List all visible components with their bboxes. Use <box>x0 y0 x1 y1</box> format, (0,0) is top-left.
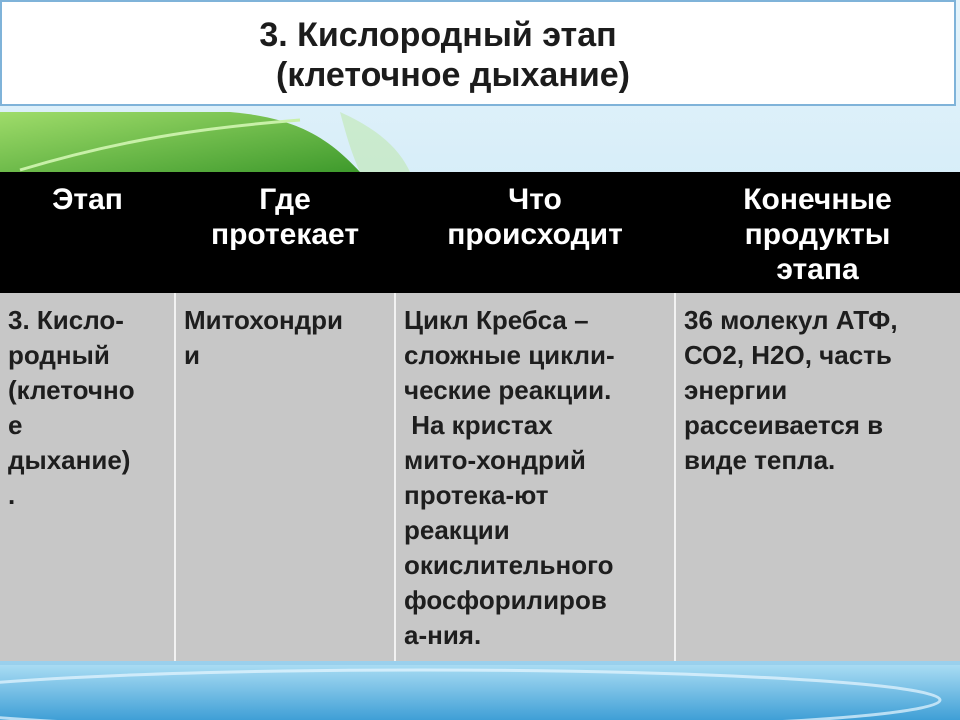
table-row <box>0 293 960 661</box>
header-line: происходит <box>447 218 623 251</box>
header-line: Где <box>259 183 311 216</box>
header-process <box>395 172 675 293</box>
cell-line: фосфорилиров <box>404 585 607 615</box>
header-line: протекает <box>210 218 360 251</box>
header-line: Что <box>508 183 562 216</box>
cell-line: а-ния. <box>404 620 482 650</box>
cell-line: 3. Кисло- <box>8 305 124 335</box>
header-line: продукты <box>744 218 891 251</box>
cell-stage <box>0 293 175 661</box>
cell-line: . <box>8 480 16 510</box>
table-header-row <box>0 172 960 293</box>
cell-line: (клеточно <box>8 375 135 405</box>
slide-title-line2: (клеточное дыхание) <box>276 56 630 94</box>
stage-table <box>0 172 960 661</box>
header-location <box>175 172 395 293</box>
cell-line: СО2, Н2О, часть <box>684 340 892 370</box>
cell-line: На кристах <box>404 410 553 440</box>
cell-line: Митохондри <box>184 305 344 335</box>
slide-title-box <box>0 0 956 106</box>
cell-line: 36 молекул АТФ, <box>684 305 898 335</box>
cell-line: Цикл Кребса – <box>404 305 589 335</box>
header-line: Этап <box>52 183 123 216</box>
cell-line: мито-хондрий <box>404 445 586 475</box>
cell-line: рассеивается в <box>684 410 884 440</box>
cell-process <box>395 293 675 661</box>
cell-line: е <box>8 410 23 440</box>
cell-line: сложные цикли- <box>404 340 615 370</box>
cell-location <box>175 293 395 661</box>
cell-line: ческие реакции. <box>404 375 612 405</box>
slide-title-line1: 3. Кислородный этап <box>259 16 617 54</box>
header-line: этапа <box>776 253 859 286</box>
cell-line: родный <box>8 340 110 370</box>
cell-line: энергии <box>684 375 788 405</box>
cell-line: реакции <box>404 515 510 545</box>
header-line: Конечные <box>743 183 892 216</box>
cell-products <box>675 293 960 661</box>
header-stage <box>0 172 175 293</box>
cell-line: и <box>184 340 200 370</box>
cell-line: протека-ют <box>404 480 549 510</box>
cell-line: дыхание) <box>8 445 131 475</box>
cell-line: виде тепла. <box>684 445 836 475</box>
leaf-shape <box>0 112 360 172</box>
header-products <box>675 172 960 293</box>
cell-line: окислительного <box>404 550 614 580</box>
